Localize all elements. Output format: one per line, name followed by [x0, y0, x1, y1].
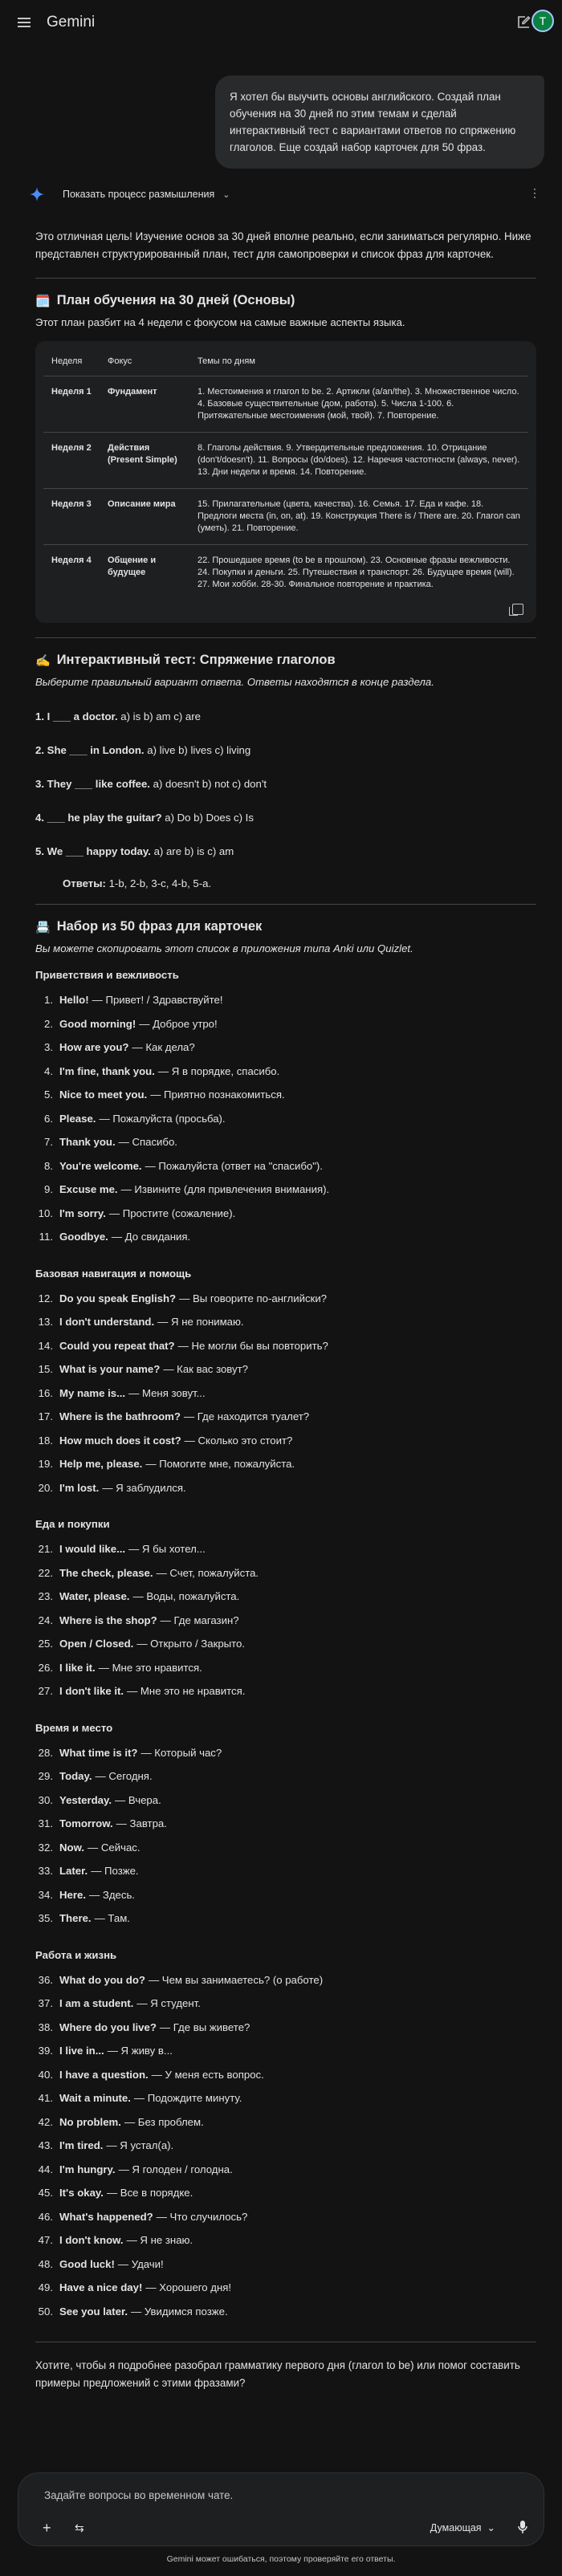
phrase-number: 11.	[39, 1231, 53, 1243]
intro-text: Это отличная цель! Изучение основ за 30 дней вполне реально, если заниматься регулярно. Ниже представлен структурированный план, тест для самопроверки и список фраз для карточек.	[35, 230, 531, 260]
phrase-russian: — Меня зовут...	[128, 1386, 206, 1399]
phrase-russian: — Без проблем.	[124, 2115, 204, 2128]
list-item	[35, 1565, 536, 1589]
list-item	[35, 2209, 536, 2233]
phrase-russian: — Как дела?	[132, 1041, 195, 1053]
list-item	[35, 1480, 536, 1504]
list-item	[35, 1768, 536, 1793]
quiz-title: Интерактивный тест: Спряжение глаголов	[56, 653, 336, 667]
phrase-russian: — Сегодня.	[95, 1770, 153, 1782]
phrase-english: Water, please.	[59, 1590, 130, 1602]
list-item	[35, 1840, 536, 1864]
phrase-russian: — Спасибо.	[118, 1136, 177, 1148]
avatar[interactable]: T	[531, 10, 554, 32]
phrase-number: 44.	[38, 2163, 53, 2175]
phrase-english: It's okay.	[59, 2187, 104, 2199]
quiz-answers	[35, 877, 536, 889]
week-cell: Неделя 4	[51, 555, 92, 565]
list-item	[35, 2114, 536, 2139]
phrase-number: 26.	[38, 1661, 53, 1674]
plan-table	[35, 341, 536, 623]
phrase-number: 8.	[44, 1159, 53, 1172]
phrase-russian: — Я устал(а).	[106, 2139, 174, 2151]
phrase-number: 27.	[38, 1685, 53, 1697]
phrase-russian: — Здесь.	[89, 1888, 135, 1901]
calendar-icon: 🗓️	[35, 294, 51, 308]
phrase-number: 23.	[38, 1590, 53, 1602]
list-item	[35, 1016, 536, 1040]
writing-hand-icon: ✍️	[35, 653, 51, 668]
mode-selector[interactable]: Думающая ⌄	[430, 2522, 495, 2533]
phrase-russian: — Помогите мне, пожалуйста.	[145, 1458, 295, 1470]
question-text: 1.	[35, 710, 44, 722]
question-options: a) Do b) Does c) Is	[165, 812, 254, 824]
phrase-english: What is your name?	[59, 1363, 161, 1375]
phrase-russian: — Вы говорите по-английски?	[179, 1292, 328, 1304]
list-item	[35, 1816, 536, 1840]
list-item	[35, 2280, 536, 2304]
phrase-english: Nice to meet you.	[59, 1089, 148, 1101]
phrase-russian: — Я бы хотел...	[128, 1543, 206, 1555]
phrase-english: See you later.	[59, 2305, 128, 2318]
phrase-number: 7.	[44, 1136, 53, 1148]
group-title: Еда и покупки	[35, 1518, 110, 1530]
column-header: Темы по дням	[189, 349, 528, 376]
question-text: ___ he play the guitar?	[47, 812, 162, 824]
list-item	[35, 2020, 536, 2044]
chevron-down-icon[interactable]: ⌄	[222, 189, 230, 200]
phrase-english: Wait a minute.	[59, 2092, 131, 2104]
phrase-number: 5.	[44, 1089, 53, 1101]
phrase-list	[35, 1745, 536, 1935]
phrase-english: Tomorrow.	[59, 1817, 113, 1829]
phrase-number: 9.	[44, 1183, 53, 1195]
list-item	[35, 1386, 536, 1410]
phrase-english: Goodbye.	[59, 1231, 108, 1243]
phrase-english: No problem.	[59, 2115, 121, 2128]
phrase-russian: — Чем вы занимаетесь? (о работе)	[148, 1973, 324, 1986]
list-item	[35, 1314, 536, 1338]
phrase-english: I don't like it.	[59, 1685, 124, 1697]
phrase-russian: — Удачи!	[117, 2257, 164, 2270]
phrase-number: 49.	[38, 2281, 53, 2293]
phrase-number: 47.	[38, 2234, 53, 2246]
phrase-english: What do you do?	[59, 1973, 145, 1986]
copy-table-icon[interactable]	[512, 604, 523, 615]
table-header-row	[43, 349, 528, 376]
phrase-english: Excuse me.	[59, 1183, 118, 1195]
disclaimer: Gemini может ошибаться, поэтому проверяйте его ответы.	[166, 2554, 396, 2564]
phrase-russian: — Простите (сожаление).	[108, 1207, 236, 1219]
question-options: a) doesn't b) not c) don't	[153, 778, 267, 790]
table-row	[43, 489, 528, 545]
phrase-russian: — Я голоден / голодна.	[118, 2163, 233, 2175]
list-item	[35, 1338, 536, 1362]
phrase-russian: — Я не понимаю.	[157, 1316, 244, 1328]
phrase-russian: — Подождите минуту.	[133, 2092, 242, 2104]
question-options: a) are b) is c) am	[153, 845, 234, 857]
top-bar	[0, 0, 562, 45]
phrase-english: I don't understand.	[59, 1316, 155, 1328]
week-cell: Неделя 1	[43, 376, 100, 433]
phrase-english: Where is the shop?	[59, 1614, 157, 1626]
phrase-number: 33.	[38, 1865, 53, 1877]
list-item	[35, 2067, 536, 2091]
phrase-number: 12.	[38, 1292, 53, 1304]
phrase-russian: — Привет! / Здравствуйте!	[92, 994, 223, 1006]
focus-cell: Общение и будущее	[108, 555, 157, 577]
phrase-number: 15.	[38, 1363, 53, 1375]
list-item	[35, 992, 536, 1016]
question-text: They ___ like coffee.	[47, 778, 150, 790]
phrase-english: Yesterday.	[59, 1793, 112, 1806]
phrase-english: Could you repeat that?	[59, 1339, 175, 1352]
phrase-russian: — Мне это нравится.	[98, 1661, 202, 1674]
plan-title: План обучения на 30 дней (Основы)	[56, 293, 295, 307]
phrase-number: 37.	[38, 1997, 53, 2009]
phrase-number: 50.	[38, 2305, 53, 2318]
group-title: Время и место	[35, 1721, 113, 1734]
list-item	[35, 1064, 536, 1088]
phrase-english: Do you speak English?	[59, 1292, 177, 1304]
phrase-english: Later.	[59, 1865, 88, 1877]
list-item	[35, 1087, 536, 1111]
phrase-russian: — Мне это не нравится.	[127, 1685, 246, 1697]
phrase-number: 39.	[38, 2045, 53, 2057]
list-item	[35, 1613, 536, 1637]
phrase-russian: — Я не знаю.	[126, 2234, 193, 2246]
phrase-english: Help me, please.	[59, 1458, 143, 1470]
phrase-english: What's happened?	[59, 2210, 153, 2223]
table-row	[43, 433, 528, 489]
list-item	[35, 1134, 536, 1158]
phrase-number: 14.	[38, 1339, 53, 1352]
list-item	[35, 2090, 536, 2114]
phrase-english: Now.	[59, 1841, 85, 1854]
question-text: 5.	[35, 845, 44, 857]
phrase-number: 24.	[38, 1614, 53, 1626]
app-title: Gemini	[47, 14, 96, 31]
phrase-english: I would like...	[59, 1543, 126, 1555]
prompt-input[interactable]: Задайте вопросы во временном чате.	[44, 2489, 234, 2501]
phrase-list	[35, 1291, 536, 1504]
list-item	[35, 1229, 536, 1253]
list-item	[35, 1636, 536, 1660]
topics-cell: 1. Местоимения и глагол to be. 2. Артикли (a/an/the). 3. Множественное число. 4. Базовые существительные (дом, работа). 5. Числа 1-100. 6. Притяжательные местоимения (мой, твой). 7. Повторение.	[189, 376, 528, 433]
phrase-number: 17.	[38, 1410, 53, 1422]
phrase-number: 32.	[38, 1841, 53, 1854]
week-cell: Неделя 2	[43, 433, 100, 489]
phrase-number: 46.	[38, 2210, 53, 2223]
quiz-subtitle: Выберите правильный вариант ответа. Ответы находятся в конце раздела.	[35, 676, 434, 688]
list-item	[35, 1972, 536, 1996]
quiz-question	[35, 844, 536, 860]
column-header: Фокус	[100, 349, 189, 376]
phrase-english: I don't know.	[59, 2234, 124, 2246]
list-item	[35, 1589, 536, 1613]
list-item	[35, 1911, 536, 1935]
phrase-english: I'm fine, thank you.	[59, 1064, 155, 1077]
answers-text: 1-b, 2-b, 3-c, 4-b, 5-a.	[108, 877, 212, 889]
phrase-english: Good luck!	[59, 2257, 115, 2270]
phrase-english: Have a nice day!	[59, 2281, 143, 2293]
phrase-english: How much does it cost?	[59, 1434, 181, 1447]
outro-text: Хотите, чтобы я подробнее разобрал грамматику первого дня (глагол to be) или помог составить примеры предложений с этими фразами?	[35, 2359, 520, 2389]
phrase-number: 2.	[44, 1017, 53, 1030]
list-item	[35, 1541, 536, 1565]
topics-cell: 8. Глаголы действия. 9. Утвердительные предложения. 10. Отрицание (don't/doesn't). 11. Вопросы (do/does). 12. Наречия частотности (always, never). 13. Дни недели и время. 14. Повторение.	[189, 433, 528, 489]
question-text: 2.	[35, 744, 44, 756]
phrase-english: The check, please.	[59, 1566, 153, 1579]
phrase-russian: — Увидимся позже.	[131, 2305, 228, 2318]
phrase-number: 25.	[38, 1638, 53, 1650]
question-text: 4.	[35, 812, 44, 824]
phrase-number: 16.	[38, 1386, 53, 1399]
phrase-number: 31.	[38, 1817, 53, 1829]
phrase-russian: — Там.	[94, 1912, 130, 1924]
phrase-number: 35.	[38, 1912, 53, 1924]
list-item	[35, 2232, 536, 2257]
phrase-english: I live in...	[59, 2045, 104, 2057]
new-chat-icon[interactable]	[515, 14, 531, 30]
list-item	[35, 1182, 536, 1206]
phrase-english: I like it.	[59, 1661, 96, 1674]
divider	[35, 278, 536, 279]
list-item	[35, 1996, 536, 2020]
focus-cell: Действия (Present Simple)	[100, 433, 189, 489]
list-item	[35, 1206, 536, 1230]
divider	[35, 904, 536, 905]
answers-label: Ответы:	[63, 877, 106, 889]
phrase-english: Thank you.	[59, 1136, 116, 1148]
quiz-question	[35, 743, 536, 759]
group-title: Работа и жизнь	[35, 1948, 117, 1961]
phrase-groups	[35, 969, 536, 2327]
user-message: Я хотел бы выучить основы английского. Создай план обучения на 30 дней по этим темам и сделай интерактивный тест с вариантами ответов по спряжению глаголов. Еще создай набор карточек для 50 фраз.	[215, 75, 544, 169]
plan-subtitle: Этот план разбит на 4 недели с фокусом на самые важные аспекты языка.	[35, 316, 405, 328]
list-item	[35, 1291, 536, 1315]
list-item	[35, 2138, 536, 2162]
phrase-english: My name is...	[59, 1386, 126, 1399]
phrase-english: Where is the bathroom?	[59, 1410, 181, 1422]
phrase-number: 10.	[38, 1207, 53, 1219]
plan-heading	[35, 293, 536, 308]
phrase-russian: — Я живу в...	[107, 2045, 173, 2057]
phrase-english: Where do you live?	[59, 2021, 157, 2033]
card-index-icon: 📇	[35, 920, 51, 934]
question-text: We ___ happy today.	[47, 845, 151, 857]
phrase-russian: — Сколько это стоит?	[184, 1434, 293, 1447]
phrase-number: 22.	[38, 1566, 53, 1579]
phrase-number: 36.	[38, 1973, 53, 1986]
phrase-number: 4.	[44, 1064, 53, 1077]
gemini-spark-icon	[29, 186, 45, 202]
phrase-russian: — Я студент.	[136, 1997, 201, 2009]
phrase-list	[35, 1972, 536, 2328]
phrase-russian: — Вчера.	[115, 1793, 161, 1806]
phrase-english: Open / Closed.	[59, 1638, 134, 1650]
phrase-number: 45.	[38, 2187, 53, 2199]
phrase-number: 28.	[38, 1746, 53, 1759]
phrase-english: Please.	[59, 1112, 96, 1125]
phrase-russian: — До свидания.	[111, 1231, 191, 1243]
phrase-russian: — Пожалуйста (просьба).	[99, 1112, 226, 1125]
phrase-number: 41.	[38, 2092, 53, 2104]
phrase-english: What time is it?	[59, 1746, 138, 1759]
phrase-number: 40.	[38, 2068, 53, 2081]
phrase-list	[35, 992, 536, 1253]
phrase-russian: — Не могли бы вы повторить?	[177, 1339, 328, 1352]
phrase-russian: — Хорошего дня!	[145, 2281, 232, 2293]
phrase-number: 30.	[38, 1793, 53, 1806]
phrase-russian: — Все в порядке.	[106, 2187, 193, 2199]
phrase-russian: — Сейчас.	[88, 1841, 140, 1854]
phrase-english: Today.	[59, 1770, 92, 1782]
phrase-russian: — Приятно познакомиться.	[150, 1089, 285, 1101]
list-item	[35, 1111, 536, 1135]
question-options: a) is b) am c) are	[120, 710, 201, 722]
list-item	[35, 2185, 536, 2209]
list-item	[35, 1863, 536, 1887]
question-options: a) live b) lives c) living	[147, 744, 251, 756]
tools-icon[interactable]: ⇆	[75, 2521, 84, 2534]
table-row	[43, 545, 528, 601]
phrase-russian: — Что случилось?	[156, 2210, 248, 2223]
phrase-number: 21.	[38, 1543, 53, 1555]
phrase-english: Hello!	[59, 994, 89, 1006]
list-item	[35, 2257, 536, 2281]
list-item	[35, 1793, 536, 1817]
phrase-english: Here.	[59, 1888, 86, 1901]
phrase-number: 20.	[38, 1481, 53, 1494]
list-item	[35, 1361, 536, 1386]
phrase-russian: — Доброе утро!	[139, 1017, 218, 1030]
quiz-list	[35, 709, 536, 860]
phrase-list	[35, 1541, 536, 1707]
prompt-box[interactable]	[18, 2472, 544, 2546]
microphone-icon[interactable]	[518, 2520, 527, 2534]
phrase-russian: — Позже.	[91, 1865, 139, 1877]
phrase-english: I'm lost.	[59, 1481, 100, 1494]
more-options-icon[interactable]: ⋮	[529, 186, 540, 199]
topics-cell: 15. Прилагательные (цвета, качества). 16. Семья. 17. Еда и кафе. 18. Предлоги места (in, on, at). 19. Конструкция There is / There are. 20. Глагол can (уметь). 21. Повторение.	[189, 489, 528, 545]
phrase-number: 1.	[44, 994, 53, 1006]
question-text: She ___ in London.	[47, 744, 145, 756]
list-item	[35, 1409, 536, 1433]
phrase-english: I'm sorry.	[59, 1207, 106, 1219]
list-item	[35, 1683, 536, 1707]
table-row	[43, 376, 528, 433]
cards-title: Набор из 50 фраз для карточек	[56, 919, 263, 934]
question-text: I ___ a doctor.	[47, 710, 118, 722]
list-item	[35, 1745, 536, 1769]
topics-cell: 22. Прошедшее время (to be в прошлом). 23. Основные фразы вежливости. 24. Покупки и деньги. 25. Путешествия и транспорт. 26. Будущее время (will). 27. Мои хобби. 28-30. Финальное повторение и практика.	[198, 555, 515, 589]
phrase-number: 48.	[38, 2257, 53, 2270]
phrase-number: 19.	[38, 1458, 53, 1470]
phrase-english: I'm tired.	[59, 2139, 104, 2151]
group-title: Приветствия и вежливость	[35, 969, 179, 981]
response-content	[35, 228, 536, 2392]
list-item	[35, 2162, 536, 2186]
phrase-english: I have a question.	[59, 2068, 149, 2081]
list-item	[35, 1887, 536, 1911]
add-icon[interactable]: +	[43, 2520, 51, 2536]
phrase-number: 29.	[38, 1770, 53, 1782]
quiz-heading	[35, 653, 536, 668]
list-item	[35, 1433, 536, 1457]
phrase-number: 43.	[38, 2139, 53, 2151]
phrase-russian: — Я заблудился.	[102, 1481, 186, 1494]
phrase-english: There.	[59, 1912, 92, 1924]
phrase-russian: — Где находится туалет?	[183, 1410, 310, 1422]
phrase-russian: — Воды, пожалуйста.	[132, 1590, 240, 1602]
response-header	[29, 185, 543, 204]
list-item	[35, 1660, 536, 1684]
focus-cell: Описание мира	[100, 489, 189, 545]
cards-heading	[35, 919, 536, 934]
phrase-number: 18.	[38, 1434, 53, 1447]
quiz-question	[35, 810, 536, 826]
phrase-russian: — Где магазин?	[160, 1614, 239, 1626]
quiz-question	[35, 776, 536, 792]
mode-label: Думающая	[430, 2522, 482, 2533]
phrase-english: Good morning!	[59, 1017, 136, 1030]
phrase-russian: — Открыто / Закрыто.	[136, 1638, 246, 1650]
phrase-english: I'm hungry.	[59, 2163, 116, 2175]
phrase-russian: — Счет, пожалуйста.	[156, 1566, 259, 1579]
phrase-russian: — Который час?	[140, 1746, 222, 1759]
group-title: Базовая навигация и помощь	[35, 1267, 192, 1280]
question-text: 3.	[35, 778, 44, 790]
phrase-number: 6.	[44, 1112, 53, 1125]
focus-cell: Фундамент	[100, 376, 189, 433]
list-item	[35, 2304, 536, 2328]
divider	[35, 637, 536, 638]
phrase-russian: — Завтра.	[116, 1817, 167, 1829]
week-cell: Неделя 3	[43, 489, 100, 545]
phrase-english: You're welcome.	[59, 1159, 142, 1172]
phrase-russian: — Как вас зовут?	[163, 1363, 248, 1375]
list-item	[35, 1456, 536, 1480]
phrase-russian: — Я в порядке, спасибо.	[157, 1064, 280, 1077]
phrase-number: 38.	[38, 2021, 53, 2033]
phrase-english: I am a student.	[59, 1997, 134, 2009]
phrase-english: How are you?	[59, 1041, 129, 1053]
list-item	[35, 2043, 536, 2067]
table-footer	[43, 600, 528, 618]
cards-subtitle: Вы можете скопировать этот список в приложения типа Anki или Quizlet.	[35, 942, 413, 954]
phrase-number: 13.	[38, 1316, 53, 1328]
list-item	[35, 1040, 536, 1064]
phrase-russian: — У меня есть вопрос.	[151, 2068, 264, 2081]
menu-icon[interactable]	[18, 14, 34, 31]
phrase-russian: — Извините (для привлечения внимания).	[120, 1183, 330, 1195]
quiz-question	[35, 709, 536, 725]
phrase-number: 42.	[38, 2115, 53, 2128]
phrase-number: 34.	[38, 1888, 53, 1901]
phrase-number: 3.	[44, 1041, 53, 1053]
phrase-russian: — Где вы живете?	[159, 2021, 250, 2033]
column-header: Неделя	[43, 349, 100, 376]
list-item	[35, 1158, 536, 1182]
show-thinking-button[interactable]: Показать процесс размышления	[63, 189, 215, 200]
phrase-russian: — Пожалуйста (ответ на "спасибо").	[145, 1159, 323, 1172]
